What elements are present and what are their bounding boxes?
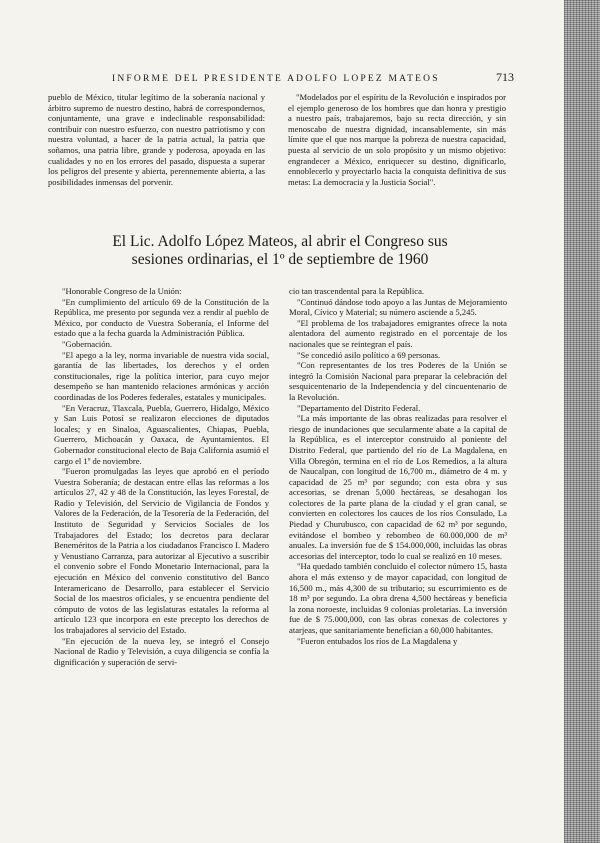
- paragraph: "En Veracruz, Tlaxcala, Puebla, Guerrero, Hidalgo, México y San Luis Potosí se realizaron elecciones de diputados locales; y en Sinaloa, Aguascalientes, Chiapas, Puebla, Guerrero, Michoacán y Oaxaca, de Ayuntamientos. El Gobernador constitucional electo de Baja California asumió el cargo el 1º de noviembre.: [54, 402, 269, 466]
- running-head: INFORME DEL PRESIDENTE ADOLFO LOPEZ MATEOS: [112, 74, 440, 84]
- paragraph: "Honorable Congreso de la Unión:: [62, 286, 182, 296]
- paragraph: "En ejecución de la nueva ley, se integró el Consejo Nacional de Radio y Televisión, a cuya diligencia se confía la dignificación y superación de servi-: [54, 635, 269, 667]
- paragraph: "Ha quedado también concluido el colector número 15, hasta ahora el más extenso y de mayor capacidad, con longitud de 16,500 m., más 4,300 de su tributario; su escurrimiento es de 18 m³ por segundo. La obra drena 4,500 hectáreas y beneficia la zona noroeste, incluidas 9 colonias proletarias. La inversión fue de $ 75.000,000, con las obras conexas de colectores y atarjeas, que sanitariamente benefician a 60,000 habitantes.: [289, 561, 507, 635]
- heading-line-1: El Lic. Adolfo López Mateos, al abrir el Congreso sus: [112, 233, 448, 250]
- top-right-column: [288, 92, 506, 187]
- paragraph: "En cumplimiento del artículo 69 de la Constitución de la República, me presento por segunda vez a rendir al pueblo de México, por conducto de Vuestra Soberanía, el Informe del estado que a la fecha guarda la Administración Pública.: [54, 296, 269, 339]
- paragraph: "Fueron entubados los ríos de La Magdalena y: [297, 635, 458, 646]
- paragraph: "El apego a la ley, norma invariable de nuestra vida social, garantía de las libertades, los derechos y el orden constitucionales, rige la política interior, para cuyo mejor desempeño se han mantenido relaciones armónicas y acción coordinadas de los Poderes federales, estatales y municipales.: [54, 349, 269, 402]
- main-left-column: [54, 286, 269, 667]
- heading-line-2: sesiones ordinarias, el 1º de septiembre de 1960: [131, 251, 429, 268]
- paragraph: pueblo de México, titular legítimo de la soberanía nacional y árbitro supremo de nuestro destino, habrá de correspondernos, conjuntamente, una grave e indeclinable responsabilidad: contribuir con nuestro esfuerzo, con nuestro patriotismo y con nuestra voluntad, a hacer de la patria actual, la patria que soñamos, una patria libre, grande y poderosa, apoyada en las cualidades y no en los errores del pasado, dispuesta a superar los peligros del presente y abierta, perennemente abierta, a las posibilidades inmensas del porvenir.: [48, 92, 265, 187]
- paragraph: "El problema de los trabajadores emigrantes ofrece la nota alentadora del aumento registrado en el porcentaje de los nacionales que se reintegran el país.: [289, 317, 507, 349]
- top-left-column: [48, 92, 265, 187]
- paragraph: "Se concedió asilo político a 69 personas.: [297, 349, 441, 360]
- main-right-column: [289, 286, 507, 646]
- paragraph: "Fueron promulgadas las leyes que aprobó en el período Vuestra Soberanía; de destacan entre ellas las reformas a los artículos 27, 42 y 48 de la Constitución, las leyes Forestal, de Radio y Televisión, del Servicio de Vigilancia de Fondos y Valores de la Federación, de la Tesorería de la Federación, del Instituto de Seguridad y Servicios Sociales de los Trabajadores del Estado; los decretos para declarar Beneméritos de la Patria a los ciudadanos Francisco I. Madero y Venustiano Carranza, para autorizar al Ejecutivo a suscribir el convenio sobre el Fondo Monetario Internacional, para la ejecución en México del convenio constitutivo del Banco Interamericano de Desarrollo, para establecer el Servicio Social de los maestros oficiales, y se encuentra pendiente del cómputo de votos de las legislaturas estatales la reforma al artículo 123 que incorpora en este precepto los derechos de los trabajadores al servicio del Estado.: [54, 466, 269, 635]
- paragraph: "Departamento del Distrito Federal.: [297, 402, 421, 413]
- paragraph: "Con representantes de los tres Poderes de la Unión se integró la Comisión Nacional para preparar la celebración del sesquicentenario de la Independencia y del cincuentenario de la Revolución.: [289, 360, 507, 402]
- paragraph: "Modelados por el espíritu de la Revolución e inspirados por el ejemplo generoso de los hombres que dan honra y prestigio a nuestro país, trabajaremos, bajo su recta dirección, y sin menoscabo de nuestra dignidad, incansablemente, sin más límite que el que nos marque la pobreza de nuestra capacidad, puesta al servicio de un solo propósito y un mismo objetivo: engrandecer a México, enriquecer su destino, dignificarlo, ennoblecerlo y proyectarlo hacia la conquista definitiva de sus metas: La democracia y la Justicia Social".: [288, 92, 506, 187]
- paragraph: "La más importante de las obras realizadas para resolver el riesgo de inundaciones que secularmente abate a la capital de la República, es el interceptor construido al poniente del Distrito Federal, que partiendo del río de La Magdalena, en Villa Obregón, termina en el río de Los Remedios, a la altura de Naucalpan, con longitud de 16,700 m., diámetro de 4 m. y capacidad de 25 m³ por segundo; con esta obra y sus accesorias, se drenan 5,000 hectáreas, se desahogan los colectores de la parte plana de la ciudad y el gran canal, se convierten en colectores los cauces de los ríos Consulado, La Piedad y Churubusco, con capacidad de 62 m³ por segundo, evitándose el bombeo y rebombeo de 60.000,000 de m³ anuales. La inversión fue de $ 154.000,000, incluidas las obras accesorias del interceptor, todo lo cual se realizó en 10 meses.: [289, 413, 507, 561]
- paragraph: cio tan trascendental para la República.: [289, 286, 425, 296]
- scan-edge-shadow: [564, 0, 600, 843]
- section-heading: [60, 233, 500, 269]
- paragraph: "Continuó dándose todo apoyo a las Juntas de Mejoramiento Moral, Cívico y Material; su número asciende a 5,245.: [289, 296, 507, 318]
- page-number: 713: [496, 70, 514, 84]
- paragraph: "Gobernación.: [62, 338, 113, 349]
